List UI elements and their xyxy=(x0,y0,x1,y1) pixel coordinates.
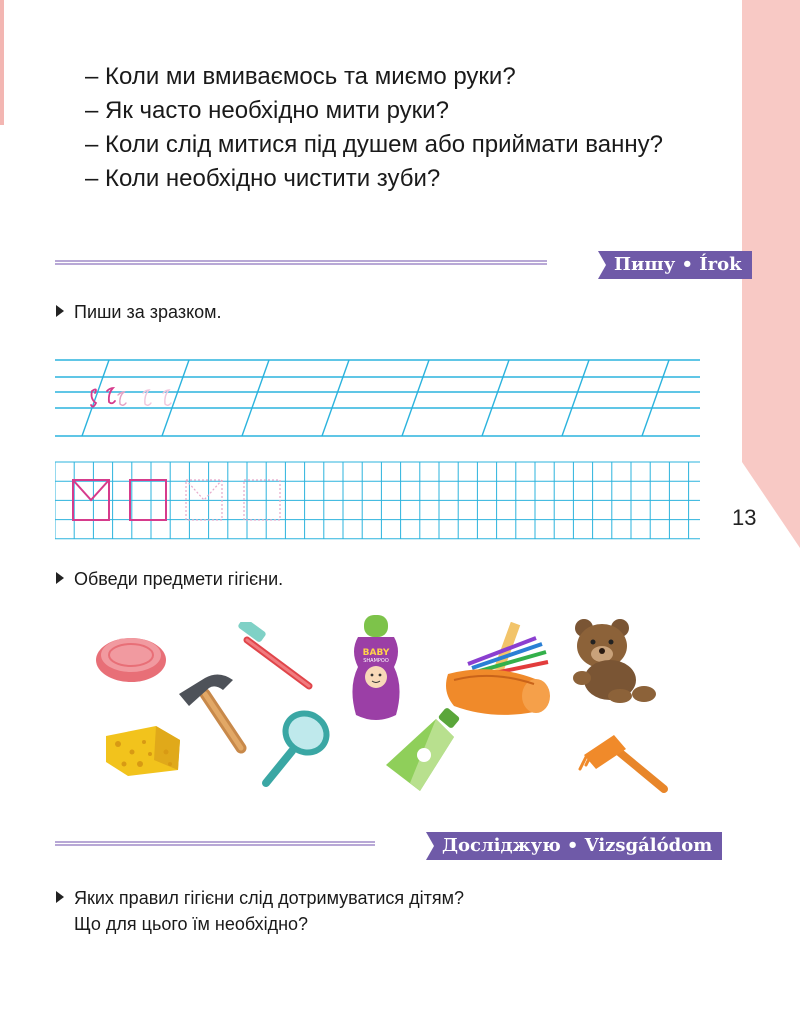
bullet-triangle-icon xyxy=(56,305,64,317)
cursive-writing-lines xyxy=(55,355,703,445)
bullet-triangle-icon xyxy=(56,891,64,903)
section-write-label: Пишу • Írok xyxy=(598,251,752,279)
task-trace xyxy=(56,568,283,590)
section-rule xyxy=(55,260,547,265)
comb-icon xyxy=(578,725,672,795)
task-write-text: Пиши за зразком. xyxy=(74,302,222,322)
teddy-bear-icon xyxy=(570,616,660,704)
hand-mirror-icon xyxy=(260,705,334,789)
section-explore-bar xyxy=(55,832,717,858)
shampoo-label-2: SHAMPOO xyxy=(363,658,389,664)
task-explore-line1: Яких правил гігієни слід дотримуватися дітям? xyxy=(74,888,465,908)
square-grid xyxy=(55,458,703,543)
toothpaste-icon xyxy=(380,705,470,797)
bullet-triangle-icon xyxy=(56,572,64,584)
task-write xyxy=(56,301,222,323)
section-rule xyxy=(55,841,375,846)
sample-cursive-letters xyxy=(91,388,171,407)
question-4: – Коли необхідно чистити зуби? xyxy=(85,165,441,192)
hygiene-objects xyxy=(80,610,700,805)
pencil-case-icon xyxy=(442,622,554,717)
question-3: – Коли слід митися під душем або приймати ванну? xyxy=(85,131,663,158)
question-2: – Як часто необхідно мити руки? xyxy=(85,97,449,124)
questions-block xyxy=(57,60,700,196)
task-explore xyxy=(56,885,464,937)
page-number: 13 xyxy=(732,505,757,530)
sponge-icon xyxy=(104,722,182,778)
left-edge-mark xyxy=(0,0,4,125)
hammer-icon xyxy=(175,670,255,755)
shampoo-label-1: BABY xyxy=(362,648,390,658)
task-explore-line2: Що для цього їм необхідно? xyxy=(74,914,309,934)
task-trace-text: Обведи предмети гігієни. xyxy=(74,569,284,589)
question-1: – Коли ми вмиваємось та миємо руки? xyxy=(85,63,516,90)
section-write-bar xyxy=(55,251,742,277)
soap-icon xyxy=(94,630,168,684)
section-explore-label: Досліджую • Vizsgálódom xyxy=(426,832,722,860)
